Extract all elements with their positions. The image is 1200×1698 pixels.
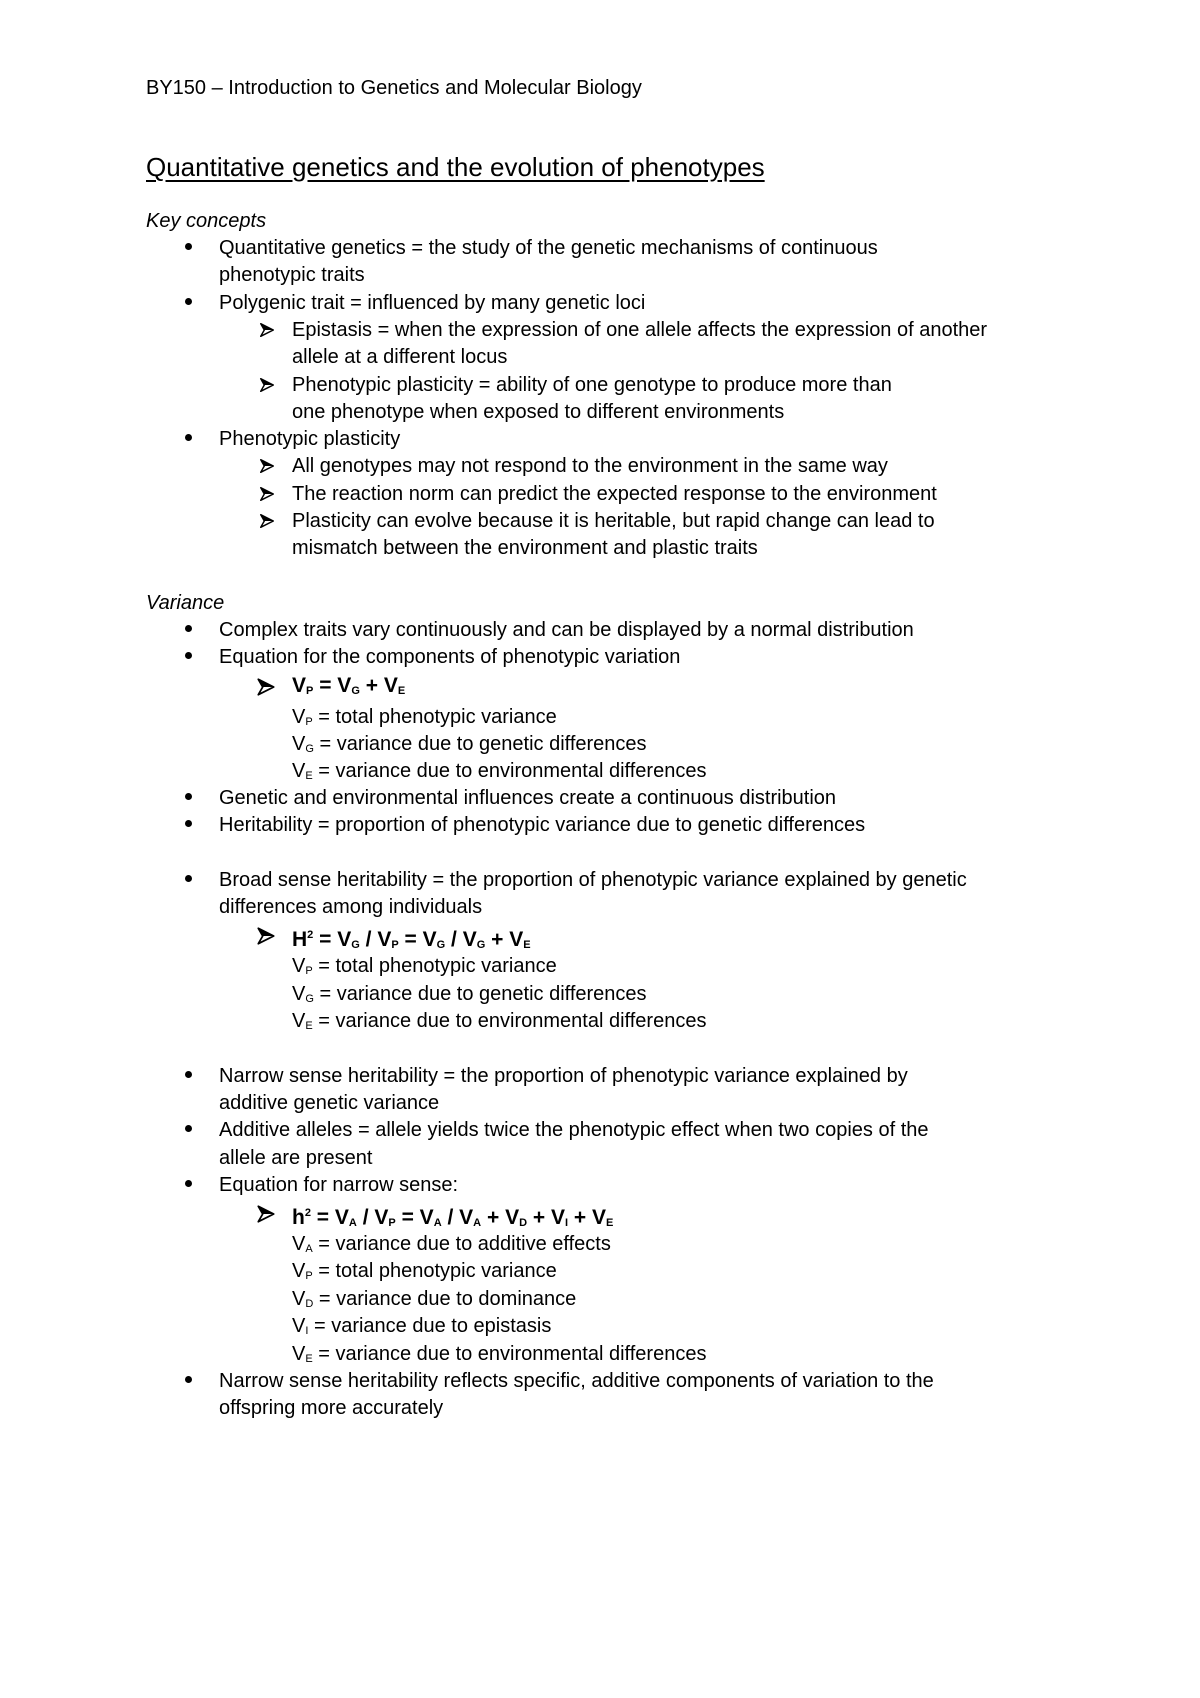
arrow-bullet-icon bbox=[255, 1203, 277, 1225]
list-item: Heritability = proportion of phenotypic variance due to genetic differences bbox=[219, 814, 866, 836]
definition-vd: $V_D$ = variance due to dominance bbox=[292, 1288, 577, 1310]
list-item-continuation: allele are present bbox=[219, 1147, 373, 1169]
page-title: Quantitative genetics and the evolution of phenotypes bbox=[146, 152, 765, 182]
list-item-continuation: differences among individuals bbox=[219, 896, 483, 918]
arrow-bullet-icon bbox=[255, 676, 277, 698]
definition-vp: $V_P$ = total phenotypic variance bbox=[292, 1260, 557, 1282]
sub-list-item-continuation: mismatch between the environment and plastic traits bbox=[292, 537, 758, 559]
bullet-icon bbox=[185, 1376, 192, 1383]
equation-phenotypic-variance: $V_P = V_G + V_E$ bbox=[292, 674, 406, 697]
course-header: BY150 – Introduction to Genetics and Molecular Biology bbox=[146, 77, 642, 99]
list-item: Equation for narrow sense: bbox=[219, 1174, 459, 1196]
section-heading-variance: Variance bbox=[146, 592, 225, 614]
arrow-bullet-icon bbox=[258, 321, 276, 339]
list-item: Genetic and environmental influences create a continuous distribution bbox=[219, 787, 837, 809]
definition-vg: $V_G$ = variance due to genetic differences bbox=[292, 983, 647, 1005]
bullet-icon bbox=[185, 1071, 192, 1078]
list-item: Narrow sense heritability reflects specific, additive components of variation to the bbox=[219, 1370, 934, 1392]
list-item: Additive alleles = allele yields twice the phenotypic effect when two copies of the bbox=[219, 1119, 929, 1141]
definition-ve: $V_E$ = variance due to environmental differences bbox=[292, 1343, 707, 1365]
definition-ve: $V_E$ = variance due to environmental differences bbox=[292, 760, 707, 782]
bullet-icon bbox=[185, 793, 192, 800]
sub-list-item-continuation: one phenotype when exposed to different environments bbox=[292, 401, 785, 423]
list-item-continuation: offspring more accurately bbox=[219, 1397, 444, 1419]
section-heading-key-concepts: Key concepts bbox=[146, 210, 267, 232]
list-item-continuation: phenotypic traits bbox=[219, 264, 365, 286]
bullet-icon bbox=[185, 820, 192, 827]
bullet-icon bbox=[185, 1125, 192, 1132]
equation-narrow-sense: $h^2 = V_A / V_P = V_A / V_A + V_D + V_I + V_E$ bbox=[292, 1206, 614, 1229]
arrow-bullet-icon bbox=[258, 457, 276, 475]
bullet-icon bbox=[185, 243, 192, 250]
definition-ve: $V_E$ = variance due to environmental differences bbox=[292, 1010, 707, 1032]
list-item: Broad sense heritability = the proportion of phenotypic variance explained by genetic bbox=[219, 869, 967, 891]
bullet-icon bbox=[185, 1180, 192, 1187]
bullet-icon bbox=[185, 625, 192, 632]
bullet-icon bbox=[185, 875, 192, 882]
arrow-bullet-icon bbox=[258, 512, 276, 530]
arrow-bullet-icon bbox=[258, 376, 276, 394]
definition-vp: $V_P$ = total phenotypic variance bbox=[292, 955, 557, 977]
bullet-icon bbox=[185, 434, 192, 441]
sub-list-item: The reaction norm can predict the expected response to the environment bbox=[292, 483, 937, 505]
sub-list-item: Phenotypic plasticity = ability of one genotype to produce more than bbox=[292, 374, 892, 396]
sub-list-item: Plasticity can evolve because it is heritable, but rapid change can lead to bbox=[292, 510, 935, 532]
definition-vp: $V_P$ = total phenotypic variance bbox=[292, 706, 557, 728]
definition-vi: $V_I$ = variance due to epistasis bbox=[292, 1315, 552, 1337]
list-item: Equation for the components of phenotypic variation bbox=[219, 646, 681, 668]
sub-list-item: Epistasis = when the expression of one allele affects the expression of another bbox=[292, 319, 988, 341]
list-item: Phenotypic plasticity bbox=[219, 428, 401, 450]
bullet-icon bbox=[185, 652, 192, 659]
definition-vg: $V_G$ = variance due to genetic differences bbox=[292, 733, 647, 755]
bullet-icon bbox=[185, 298, 192, 305]
sub-list-item-continuation: allele at a different locus bbox=[292, 346, 508, 368]
arrow-bullet-icon bbox=[258, 485, 276, 503]
equation-broad-sense: $H^2 = V_G / V_P = V_G / V_G + V_E$ bbox=[292, 928, 531, 951]
definition-va: $V_A$ = variance due to additive effects bbox=[292, 1233, 611, 1255]
sub-list-item: All genotypes may not respond to the environment in the same way bbox=[292, 455, 888, 477]
list-item: Quantitative genetics = the study of the genetic mechanisms of continuous bbox=[219, 237, 878, 259]
list-item: Complex traits vary continuously and can be displayed by a normal distribution bbox=[219, 619, 914, 641]
list-item-continuation: additive genetic variance bbox=[219, 1092, 440, 1114]
list-item: Narrow sense heritability = the proportion of phenotypic variance explained by bbox=[219, 1065, 908, 1087]
list-item: Polygenic trait = influenced by many genetic loci bbox=[219, 292, 646, 314]
arrow-bullet-icon bbox=[255, 925, 277, 947]
